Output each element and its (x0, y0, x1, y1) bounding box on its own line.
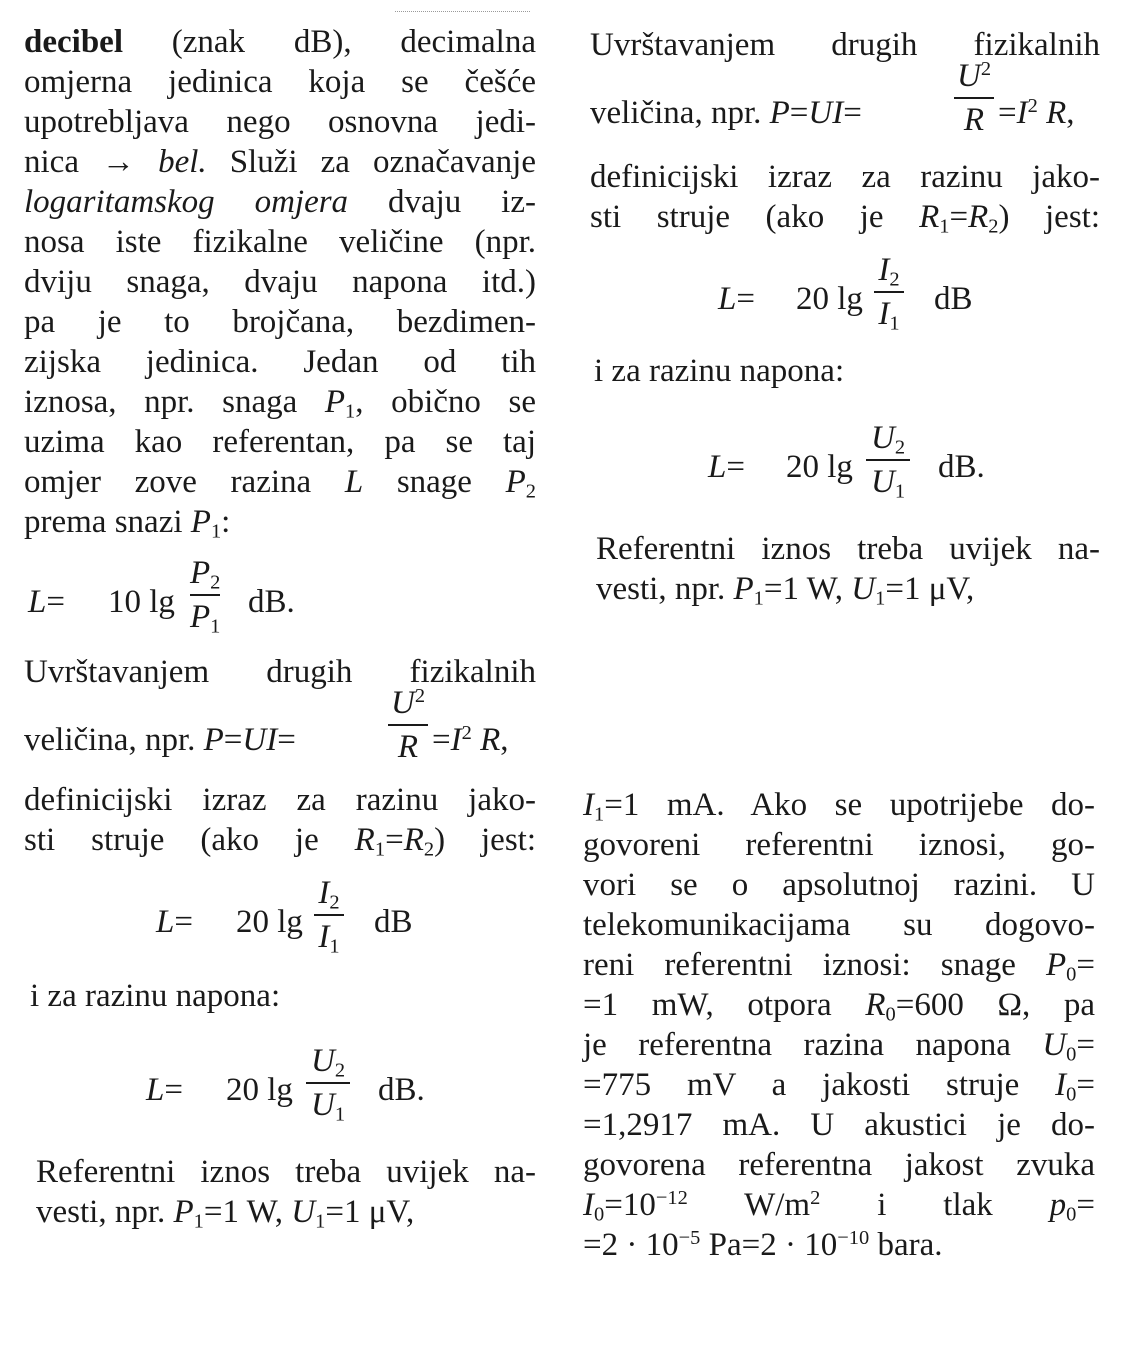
text-line: definicijski izraz za razinu jako- (24, 782, 536, 818)
text-line: Referentni iznos treba uvijek na- (596, 531, 1100, 567)
text-line: omjerna jedinica koja se češće (24, 64, 536, 100)
text-line: prema snazi $P_1$: (24, 504, 231, 543)
cross-reference-link[interactable]: bel. (158, 144, 207, 180)
text-line: sti struje (ako je $R_1=R_2$) jest: (590, 199, 1100, 238)
text-line: telekomunikacijama su dogovo- (583, 907, 1095, 943)
text-line: definicijski izraz za razinu jako- (590, 159, 1100, 195)
fraction: $U^2$ R (954, 55, 994, 141)
text-line: nica → bel. Služi za označavanje (24, 144, 536, 180)
text-line: nosa iste fizikalne veličine (npr. (24, 224, 536, 260)
fraction: $I_2$ $I_1$ (314, 872, 344, 958)
right-column-continuation (583, 785, 1095, 1265)
fraction: $U_2$ $U_1$ (306, 1040, 350, 1126)
fraction: $I_2$ $I_1$ (874, 249, 904, 335)
text-line: Uvrštavanjem drugih fizikalnih (24, 654, 536, 690)
text-line: =1 mW, otpora $R_0=600$ Ω, pa (583, 987, 1095, 1026)
text-line: decibel (znak dB), decimalna (24, 24, 536, 60)
equation-voltage-level: L= 20 lg $U_2$ $U_1$ dB. (590, 417, 1100, 517)
equation-current-level: L= 20 lg $I_2$ $I_1$ dB (590, 249, 1100, 349)
text-line: $=2 \cdot 10^{-5}$ $Pa=2 \cdot 10^{-10}$ bara. (583, 1226, 943, 1263)
fraction: $U^2$ R (388, 682, 428, 768)
text-line: vesti, npr. $P_1=1$ W, $U_1=1$ μV, (596, 571, 975, 610)
text-line: i za razinu napona: (594, 353, 845, 389)
text-line: =1,2917 mA. U akustici je do- (583, 1107, 1095, 1143)
text-line: $I_0=10^{-12}$ $W/m^2$ i tlak $p_0=$ (583, 1186, 1096, 1226)
text-line: i za razinu napona: (30, 978, 281, 1014)
text-line: zijska jedinica. Jedan od tih (24, 344, 536, 380)
equation-ohm-law: veličina, npr. P=UI= $U^2$ R $=I^2$ R, (24, 680, 536, 780)
text-line: Referentni iznos treba uvijek na- (36, 1154, 536, 1190)
equation-power-level: L= 10 lg $P_2$ $P_1$ dB. (24, 552, 536, 652)
text-line: vesti, npr. $P_1=1$ W, $U_1=1$ μV, (36, 1194, 415, 1233)
top-rule (395, 11, 530, 12)
text-line: logaritamskog omjera dvaju iz- (24, 184, 536, 220)
fraction: $P_2$ $P_1$ (190, 555, 221, 638)
text-line: govorena referentna jakost zvuka (583, 1147, 1095, 1183)
equation-voltage-level: L= 20 lg $U_2$ $U_1$ dB. (24, 1040, 536, 1140)
text-line: omjer zove razina L snage $P_2$ (24, 464, 536, 503)
equation-current-level: L= 20 lg $I_2$ $I_1$ dB (24, 872, 536, 972)
fraction: $U_2$ $U_1$ (866, 417, 910, 503)
text-line: $I_1=1$ mA. Ako se upotrijebe do- (583, 787, 1095, 826)
text-line: pa je to brojčana, bezdimen- (24, 304, 536, 340)
text-line: vori se o apsolutnoj razini. U (583, 867, 1095, 903)
text-line: Uvrštavanjem drugih fizikalnih (590, 27, 1100, 63)
text-line: sti struje (ako je $R_1=R_2$) jest: (24, 822, 536, 861)
text-line: upotrebljava nego osnovna jedi- (24, 104, 536, 140)
equation-ohm-law: veličina, npr. P=UI= $U^2$ R $=I^2$ R, (590, 53, 1100, 153)
text-line: =775 mV a jakosti struje $I_0=$ (583, 1067, 1095, 1106)
entry-term: decibel (24, 24, 123, 60)
text-line: je referentna razina napona $U_0=$ (583, 1027, 1095, 1066)
right-column-duplicate (590, 25, 1100, 609)
left-column (24, 22, 536, 1232)
text-line: uzima kao referentan, pa se taj (24, 424, 536, 460)
text-line: govoreni referentni iznosi, go- (583, 827, 1095, 863)
text-line: reni referentni iznosi: snage $P_0=$ (583, 947, 1095, 986)
text-line: dviju snaga, dvaju napona itd.) (24, 264, 536, 300)
text-line: iznosa, npr. snaga $P_1$, obično se (24, 384, 536, 423)
